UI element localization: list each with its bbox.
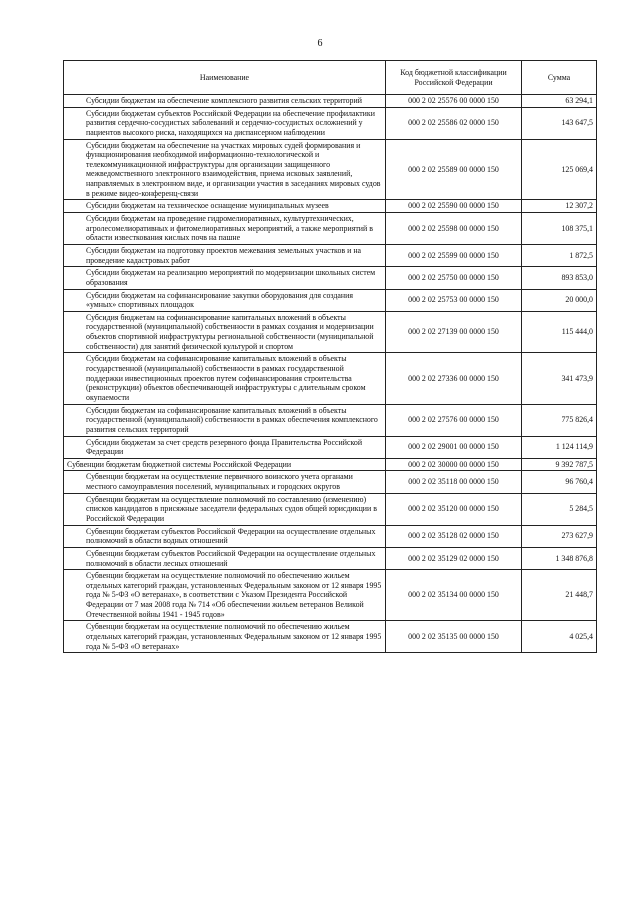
row-name: Субсидии бюджетам на софинансирование закупки оборудования для создания «умных» спортивных площадок: [64, 289, 386, 311]
row-name: Субсидии бюджетам на подготовку проектов межевания земельных участков и на проведение кадастровых работ: [64, 244, 386, 266]
row-code: 000 2 02 25576 00 0000 150: [386, 95, 522, 108]
table-header: [64, 61, 597, 95]
header-sum: Сумма: [522, 61, 597, 95]
row-name: Субсидии бюджетам на проведение гидромелиоративных, культуртехнических, агролесомелиоративных и фитомелиоративных мероприятий, а также мероприятий в области известкования кислых почв на пашне: [64, 213, 386, 245]
row-code: 000 2 02 25750 00 0000 150: [386, 267, 522, 289]
budget-table: [63, 60, 597, 653]
row-sum: 1 124 114,9: [522, 436, 597, 458]
row-name: Субсидии бюджетам на реализацию мероприятий по модернизации школьных систем образования: [64, 267, 386, 289]
row-sum: 108 375,1: [522, 213, 597, 245]
row-name: Субсидии бюджетам на обеспечение на участках мировых судей формирования и функционирования необходимой информационно-технологической и телекоммуникационной инфраструктуры для организации защищенного межведомственного электронного взаимодействия, приема исковых заявлений, направляемых в электронном виде, и организации участия в заседаниях мировых судов в режиме видео-конференц-связи: [64, 139, 386, 200]
row-code: 000 2 02 35134 00 0000 150: [386, 570, 522, 621]
table-row: [64, 404, 597, 436]
row-name: Субсидия бюджетам на софинансирование капитальных вложений в объекты государственной (муниципальной) собственности в рамках создания и модернизации объектов спортивной инфраструктуры региональной собственности (муниципальной собственности) для занятий физической культурой и спортом: [64, 311, 386, 353]
row-sum: 96 760,4: [522, 471, 597, 493]
table-row: [64, 436, 597, 458]
table-row: [64, 621, 597, 653]
row-code: 000 2 02 27139 00 0000 150: [386, 311, 522, 353]
row-name: Субсидии бюджетам на софинансирование капитальных вложений в объекты государственной (муниципальной) собственности в рамках обеспечения комплексного развития сельских территорий: [64, 404, 386, 436]
row-sum: 20 000,0: [522, 289, 597, 311]
table-row: [64, 547, 597, 569]
row-name: Субсидии бюджетам за счет средств резервного фонда Правительства Российской Федерации: [64, 436, 386, 458]
row-sum: 1 348 876,8: [522, 547, 597, 569]
row-code: 000 2 02 25590 00 0000 150: [386, 200, 522, 213]
row-sum: 4 025,4: [522, 621, 597, 653]
row-sum: 143 647,5: [522, 107, 597, 139]
table-row: [64, 200, 597, 213]
row-name: Субвенции бюджетам на осуществление первичного воинского учета органами местного самоуправления поселений, муниципальных и городских округов: [64, 471, 386, 493]
table-row: [64, 353, 597, 404]
table-row: [64, 289, 597, 311]
row-name: Субвенции бюджетам субъектов Российской Федерации на осуществление отдельных полномочий в области водных отношений: [64, 525, 386, 547]
row-code: 000 2 02 30000 00 0000 150: [386, 458, 522, 471]
row-name: Субсидии бюджетам субъектов Российской Федерации на обеспечение профилактики развития сердечно-сосудистых заболеваний и сердечно-сосудистых осложнений у пациентов высокого риска, находящихся на диспансерном наблюдении: [64, 107, 386, 139]
row-sum: 21 448,7: [522, 570, 597, 621]
table-row: [64, 244, 597, 266]
row-code: 000 2 02 29001 00 0000 150: [386, 436, 522, 458]
row-sum: 775 826,4: [522, 404, 597, 436]
row-sum: 341 473,9: [522, 353, 597, 404]
table-row: [64, 493, 597, 525]
row-sum: 63 294,1: [522, 95, 597, 108]
row-sum: 125 069,4: [522, 139, 597, 200]
row-name: Субсидии бюджетам на софинансирование капитальных вложений в объекты государственной (муниципальной) собственности в рамках государственной поддержки инвестиционных проектов путем софинансирования строительства (реконструкции) объектов обеспечивающей инфраструктуры с длительным сроком окупаемости: [64, 353, 386, 404]
row-name: Субвенции бюджетам на осуществление полномочий по обеспечению жильем отдельных категорий граждан, установленных Федеральным законом от 12 января 1995 года № 5-ФЗ «О ветеранах»: [64, 621, 386, 653]
row-name: Субвенции бюджетам на осуществление полномочий по составлению (изменению) списков кандидатов в присяжные заседатели федеральных судов общей юрисдикции в Российской Федерации: [64, 493, 386, 525]
row-sum: 9 392 787,5: [522, 458, 597, 471]
row-code: 000 2 02 25599 00 0000 150: [386, 244, 522, 266]
table-row: [64, 95, 597, 108]
page-number: 6: [317, 38, 323, 49]
table-row: [64, 267, 597, 289]
table-row: [64, 471, 597, 493]
table-row: [64, 107, 597, 139]
row-sum: 273 627,9: [522, 525, 597, 547]
row-sum: 12 307,2: [522, 200, 597, 213]
row-code: 000 2 02 25598 00 0000 150: [386, 213, 522, 245]
table-row: [64, 525, 597, 547]
row-code: 000 2 02 35128 02 0000 150: [386, 525, 522, 547]
row-code: 000 2 02 27336 00 0000 150: [386, 353, 522, 404]
row-code: 000 2 02 25586 02 0000 150: [386, 107, 522, 139]
header-name: Наименование: [64, 61, 386, 95]
row-code: 000 2 02 35129 02 0000 150: [386, 547, 522, 569]
table-body: [64, 95, 597, 653]
row-name: Субвенции бюджетам субъектов Российской Федерации на осуществление отдельных полномочий в области лесных отношений: [64, 547, 386, 569]
row-code: 000 2 02 35135 00 0000 150: [386, 621, 522, 653]
table-row: [64, 213, 597, 245]
table-row: [64, 458, 597, 471]
row-code: 000 2 02 35118 00 0000 150: [386, 471, 522, 493]
row-sum: 5 284,5: [522, 493, 597, 525]
table-row: [64, 311, 597, 353]
row-sum: 893 853,0: [522, 267, 597, 289]
row-name: Субсидии бюджетам на техническое оснащение муниципальных музеев: [64, 200, 386, 213]
row-sum: 1 872,5: [522, 244, 597, 266]
table-row: [64, 139, 597, 200]
row-code: 000 2 02 27576 00 0000 150: [386, 404, 522, 436]
row-code: 000 2 02 25589 00 0000 150: [386, 139, 522, 200]
row-name: Субвенции бюджетам бюджетной системы Российской Федерации: [64, 458, 386, 471]
header-code: Код бюджетной классификации Российской Федерации: [386, 61, 522, 95]
row-code: 000 2 02 35120 00 0000 150: [386, 493, 522, 525]
row-name: Субсидии бюджетам на обеспечение комплексного развития сельских территорий: [64, 95, 386, 108]
table-row: [64, 570, 597, 621]
row-sum: 115 444,0: [522, 311, 597, 353]
row-code: 000 2 02 25753 00 0000 150: [386, 289, 522, 311]
row-name: Субвенции бюджетам на осуществление полномочий по обеспечению жильем отдельных категорий граждан, установленных Федеральным законом от 12 января 1995 года № 5-ФЗ «О ветеранах», в соответствии с Указом Президента Российской Федерации от 7 мая 2008 года № 714 «Об обеспечении жильем ветеранов Великой Отечественной войны 1941 - 1945 годов»: [64, 570, 386, 621]
